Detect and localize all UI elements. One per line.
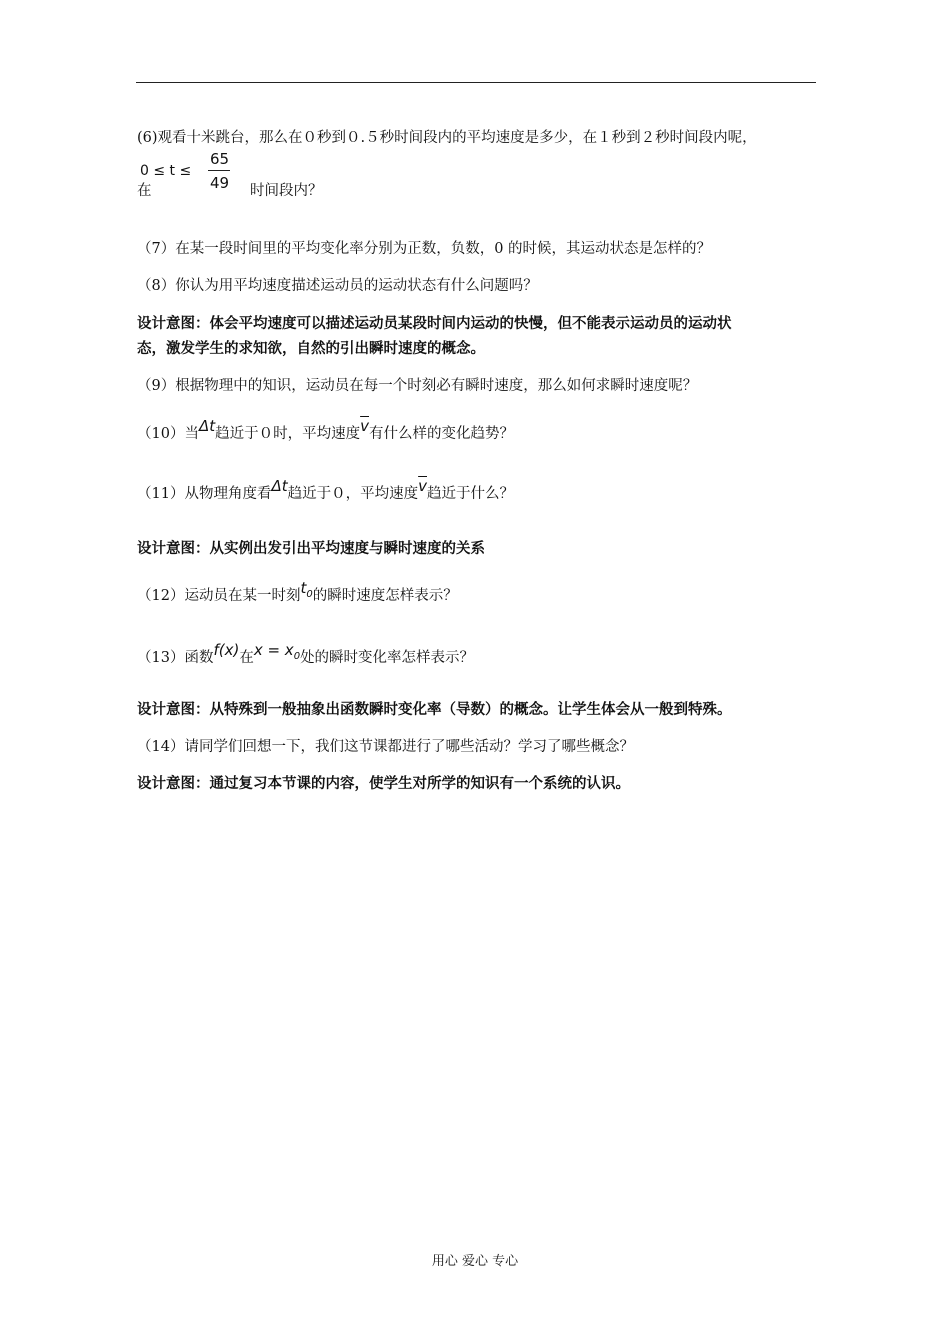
question-8: （8）你认为用平均速度描述运动员的运动状态有什么问题吗？ [137, 278, 538, 294]
question-13 [137, 641, 475, 669]
question-14: （14）请同学们回想一下，我们这节课都进行了哪些活动？学习了哪些概念？ [137, 739, 634, 755]
q11-text-a: （11）从物理角度看 [137, 486, 272, 502]
question-6: (6)观看十米跳台，那么在０秒到０.５秒时间段内的平均速度是多少，在１秒到２秒时间段内呢， [137, 130, 757, 146]
inequality-lhs: 0 ≤ t ≤ [140, 163, 192, 179]
question-10 [137, 417, 514, 442]
q10-text-a: （10）当 [137, 426, 199, 442]
design-intent-3: 设计意图：从特殊到一般抽象出函数瞬时变化率（导数）的概念。让学生体会从一般到特殊。 [137, 702, 732, 718]
fraction-numerator: 65 [210, 150, 230, 168]
question-12 [137, 579, 458, 607]
x-equals-x0-symbol: $x = x_0$ [253, 641, 301, 662]
question-11 [137, 477, 514, 502]
q11-text-b: 趋近于０，平均速度 [287, 486, 419, 502]
t0-symbol: $t_0$ [300, 579, 313, 600]
q10-text-c: 有什么样的变化趋势？ [369, 426, 514, 442]
fx-symbol: f(x) [213, 641, 240, 659]
design-intent-1-line2: 态，激发学生的求知欲，自然的引出瞬时速度的概念。 [137, 341, 485, 357]
v-bar-symbol: $\overline{v}$ [360, 417, 369, 435]
inequality-formula [140, 150, 260, 200]
page-footer: 用心 爱心 专心 [431, 1254, 519, 1269]
design-intent-2: 设计意图：从实例出发引出平均速度与瞬时速度的关系 [137, 541, 485, 557]
fraction-bar [208, 170, 230, 171]
question-9: （9）根据物理中的知识，运动员在每一个时刻必有瞬时速度，那么如何求瞬时速度呢？ [137, 378, 698, 394]
header-rule [136, 82, 816, 83]
question-6-prefix: 在 [137, 183, 152, 199]
question-6-suffix: 时间段内？ [250, 183, 323, 199]
design-intent-4: 设计意图：通过复习本节课的内容，使学生对所学的知识有一个系统的认识。 [137, 776, 630, 792]
delta-t-symbol: Δt [271, 477, 288, 495]
q10-text-b: 趋近于０时，平均速度 [215, 426, 361, 442]
q13-text-b: 在 [239, 650, 254, 666]
v-bar-symbol: $\overline{v}$ [418, 477, 427, 495]
q12-text-b: 的瞬时速度怎样表示？ [312, 588, 458, 604]
q12-text-a: （12）运动员在某一时刻 [137, 588, 301, 604]
question-7: （7）在某一段时间里的平均变化率分别为正数，负数，0 的时候，其运动状态是怎样的？ [137, 241, 712, 257]
q11-text-c: 趋近于什么？ [427, 486, 514, 502]
fraction-denominator: 49 [210, 174, 230, 192]
design-intent-1-line1: 设计意图：体会平均速度可以描述运动员某段时间内运动的快慢，但不能表示运动员的运动状 [137, 316, 732, 332]
q13-text-c: 处的瞬时变化率怎样表示？ [300, 650, 475, 666]
q13-text-a: （13）函数 [137, 650, 214, 666]
delta-t-symbol: Δt [198, 417, 216, 435]
